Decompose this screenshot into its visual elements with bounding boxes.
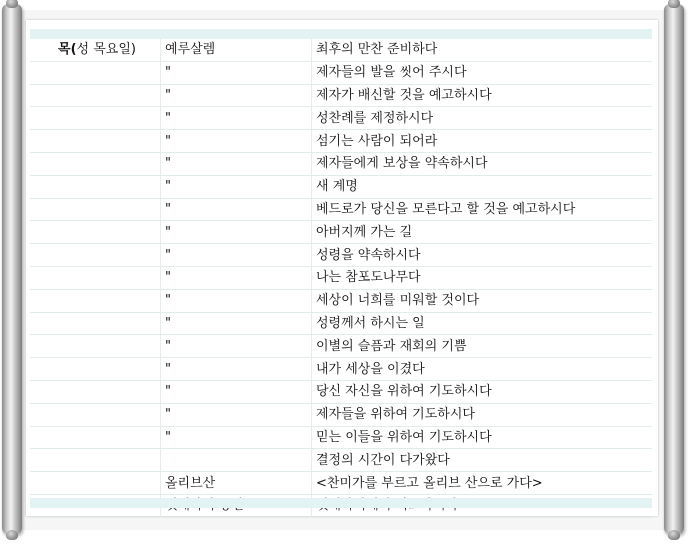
day-cell: [30, 107, 161, 130]
rod-knob-bottom-left: [6, 530, 18, 540]
event-cell: 제자들을 위하여 기도하시다: [312, 403, 653, 426]
place-cell: ": [161, 403, 312, 426]
event-cell: 성령을 약속하시다: [312, 244, 653, 267]
table-row: [30, 198, 652, 221]
event-cell: 나는 참포도나무다: [312, 266, 653, 289]
day-cell: [30, 152, 161, 175]
place-cell: ": [161, 198, 312, 221]
event-cell: 믿는 이들을 위하여 기도하시다: [312, 426, 653, 449]
day-cell: [30, 335, 161, 358]
place-cell: ": [161, 266, 312, 289]
table-row: [30, 266, 652, 289]
event-cell: 섬기는 사람이 되어라: [312, 130, 653, 153]
day-label-main: 목(: [58, 42, 77, 58]
place-cell: ": [161, 335, 312, 358]
table-row: [30, 84, 652, 107]
table-bottom-band: [30, 498, 652, 508]
place-cell: ": [161, 84, 312, 107]
event-cell: 성령께서 하시는 일: [312, 312, 653, 335]
event-cell: 성찬례를 제정하시다: [312, 107, 653, 130]
event-cell: 새 계명: [312, 175, 653, 198]
rod-knob-bottom-right: [668, 530, 680, 540]
day-cell: [30, 130, 161, 153]
day-label-rest: 성 목요일): [76, 42, 136, 58]
table-row: [30, 130, 652, 153]
table-row: [30, 39, 652, 61]
table-row: [30, 426, 652, 449]
event-cell: 아버지께 가는 길: [312, 221, 653, 244]
day-cell: [30, 84, 161, 107]
table-row: [30, 312, 652, 335]
place-cell: ": [161, 312, 312, 335]
place-cell: ": [161, 221, 312, 244]
event-cell: 제자들의 발을 씻어 주시다: [312, 61, 653, 84]
place-cell: ": [161, 175, 312, 198]
table-top-band: [30, 29, 652, 39]
day-cell: [30, 244, 161, 267]
event-cell: 세상이 너희를 미워할 것이다: [312, 289, 653, 312]
place-cell: ": [161, 107, 312, 130]
table-row: [30, 449, 652, 472]
place-cell: ": [161, 289, 312, 312]
day-cell: [30, 472, 161, 495]
event-cell: 이별의 슬픔과 재회의 기쁨: [312, 335, 653, 358]
place-cell: 예루살렘: [161, 39, 312, 61]
place-cell: ": [161, 130, 312, 153]
day-cell: [30, 380, 161, 403]
table-row: [30, 221, 652, 244]
event-cell: 당신 자신을 위하여 기도하시다: [312, 380, 653, 403]
event-cell: 결정의 시간이 다가왔다: [312, 449, 653, 472]
event-cell: 제자들에게 보상을 약속하시다: [312, 152, 653, 175]
day-cell: [30, 289, 161, 312]
rod-knob-top-right: [668, 0, 680, 8]
event-cell: 베드로가 당신을 모른다고 할 것을 예고하시다: [312, 198, 653, 221]
event-cell: 최후의 만찬 준비하다: [312, 39, 653, 61]
event-cell: 제자가 배신할 것을 예고하시다: [312, 84, 653, 107]
place-cell: ": [161, 358, 312, 381]
table-row: [30, 358, 652, 381]
table-row: [30, 472, 652, 495]
day-cell: [30, 198, 161, 221]
table-row: [30, 403, 652, 426]
schedule-table: [30, 39, 652, 518]
table-row: [30, 244, 652, 267]
scroll-rod-right: [664, 4, 684, 534]
place-cell: ": [161, 152, 312, 175]
table-row: [30, 107, 652, 130]
day-cell: [30, 426, 161, 449]
place-cell: [161, 449, 312, 472]
table-row: [30, 380, 652, 403]
day-cell: [30, 449, 161, 472]
place-cell: ": [161, 426, 312, 449]
day-cell: [30, 39, 161, 61]
event-cell: <찬미가를 부르고 올리브 산으로 가다>: [312, 472, 653, 495]
place-cell: 올리브산: [161, 472, 312, 495]
place-cell: ": [161, 244, 312, 267]
scroll-rod-left: [2, 4, 22, 534]
place-cell: ": [161, 61, 312, 84]
day-cell: [30, 61, 161, 84]
day-cell: [30, 312, 161, 335]
rod-knob-top-left: [6, 0, 18, 8]
table-row: [30, 152, 652, 175]
table-row: [30, 61, 652, 84]
day-cell: [30, 266, 161, 289]
day-cell: [30, 221, 161, 244]
place-cell: ": [161, 380, 312, 403]
table-row: [30, 289, 652, 312]
day-cell: [30, 403, 161, 426]
event-cell: 내가 세상을 이겼다: [312, 358, 653, 381]
table-row: [30, 175, 652, 198]
day-cell: [30, 358, 161, 381]
day-cell: [30, 175, 161, 198]
table-row: [30, 335, 652, 358]
